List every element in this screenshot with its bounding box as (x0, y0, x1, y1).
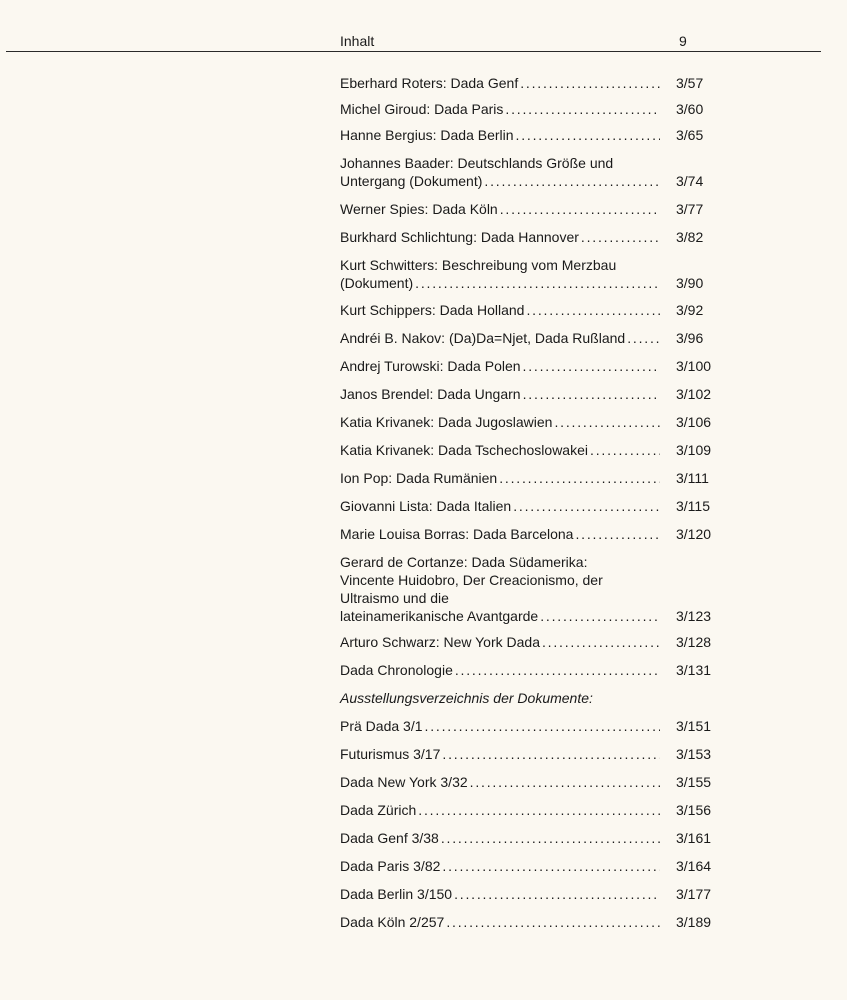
toc-entry (340, 256, 722, 292)
document-entry-title: Futurismus 3/17 ..... (340, 745, 660, 763)
toc-entry-page: 3/123 (676, 608, 712, 624)
toc-entry-page: 3/131 (676, 662, 712, 678)
document-entry-page: 3/155 (676, 774, 712, 790)
document-entry-title: Dada Berlin 3/150 ..... (340, 885, 660, 903)
toc-entry-page: 3/120 (676, 526, 712, 542)
toc-entry-title: Werner Spies: Dada Köln ..... (340, 200, 660, 218)
document-entry-title: Prä Dada 3/1 ..... (340, 717, 660, 735)
toc-entry (340, 74, 722, 92)
toc-entry-title: Eberhard Roters: Dada Genf ..... (340, 74, 660, 92)
toc-entry-page: 3/60 (676, 101, 704, 117)
toc-entry-page: 3/82 (676, 229, 704, 245)
document-entry (340, 773, 722, 791)
toc-entry-title: Arturo Schwarz: New York Dada ..... (340, 633, 660, 651)
document-entry (340, 801, 722, 819)
toc-entry-page: 3/77 (676, 201, 704, 217)
toc-entry (340, 126, 722, 144)
toc-entry-page: 3/102 (676, 386, 712, 402)
toc-entry-page: 3/106 (676, 414, 712, 430)
toc-entry-page: 3/74 (676, 173, 704, 189)
toc-entry-page: 3/111 (676, 470, 709, 486)
toc-entry-title: Ion Pop: Dada Rumänien ..... (340, 469, 660, 487)
document-entry-title: Dada Köln 2/257 ..... (340, 913, 660, 931)
toc-entry-page: 3/128 (676, 634, 712, 650)
document-entry-page: 3/156 (676, 802, 712, 818)
toc-entry (340, 228, 722, 246)
toc-entry-title: Giovanni Lista: Dada Italien ..... (340, 497, 660, 515)
document-entry (340, 829, 722, 847)
toc-entry-title: Michel Giroud: Dada Paris ..... (340, 100, 660, 118)
document-entry (340, 717, 722, 735)
document-entry (340, 857, 722, 875)
document-entry-title: Dada Paris 3/82 ..... (340, 857, 660, 875)
document-entry-page: 3/153 (676, 746, 712, 762)
toc-entry (340, 385, 722, 403)
toc-entry-title: Kurt Schippers: Dada Holland ..... (340, 301, 660, 319)
toc-entry (340, 329, 722, 347)
document-entry-page: 3/189 (676, 914, 712, 930)
toc-entry (340, 154, 722, 190)
running-head-title: Inhalt (340, 33, 375, 49)
toc-entry (340, 357, 722, 375)
toc-entry-title: Katia Krivanek: Dada Jugoslawien ..... (340, 413, 660, 431)
document-entry-page: 3/177 (676, 886, 712, 902)
toc-entry (340, 497, 722, 515)
toc-entry (340, 525, 722, 543)
toc-entry-title: Andréi B. Nakov: (Da)Da=Njet, Dada Rußland ..... (340, 329, 660, 347)
toc-entry (340, 469, 722, 487)
document-entry-title: Dada Zürich ..... (340, 801, 660, 819)
toc-entry (340, 200, 722, 218)
document-entry-page: 3/164 (676, 858, 712, 874)
toc-entry (340, 661, 722, 679)
toc-entry (340, 441, 722, 459)
document-entry-title: Dada Genf 3/38 ..... (340, 829, 660, 847)
toc-entry-page: 3/100 (676, 358, 712, 374)
toc-entry (340, 633, 722, 651)
toc-entry (340, 413, 722, 431)
toc-entry (340, 553, 722, 625)
toc-entry-title: Andrej Turowski: Dada Polen ..... (340, 357, 660, 375)
toc-entry-page: 3/115 (676, 498, 710, 514)
toc-entry-title: Hanne Bergius: Dada Berlin ..... (340, 126, 660, 144)
toc-entry-title: Johannes Baader: Deutschlands Größe und Untergang (Dokument) ..... (340, 154, 660, 190)
toc-entry-title: Dada Chronologie ..... (340, 661, 660, 679)
document-entry-page: 3/151 (676, 718, 712, 734)
document-entry (340, 913, 722, 931)
document-entry (340, 885, 722, 903)
toc-entry-page: 3/109 (676, 442, 712, 458)
toc-entry (340, 301, 722, 319)
table-of-contents (340, 0, 722, 1000)
toc-entry-title: Burkhard Schlichtung: Dada Hannover ..... (340, 228, 660, 246)
section-heading-documents: Ausstellungsverzeichnis der Dokumente: (340, 690, 593, 706)
document-entry (340, 745, 722, 763)
toc-entry-page: 3/57 (676, 75, 704, 91)
toc-entry-title: Janos Brendel: Dada Ungarn ..... (340, 385, 660, 403)
toc-entry (340, 100, 722, 118)
toc-entry-title: Gerard de Cortanze: Dada Südamerika: Vincente Huidobro, Der Creacionismo, der Ultraismo und die lateinamerikanische Avantgarde ..... (340, 553, 660, 625)
document-entry-page: 3/161 (676, 830, 712, 846)
toc-entry-title: Marie Louisa Borras: Dada Barcelona ..... (340, 525, 660, 543)
toc-entry-page: 3/65 (676, 127, 704, 143)
toc-entry-title: Katia Krivanek: Dada Tschechoslowakei ..... (340, 441, 660, 459)
toc-entry-page: 3/90 (676, 275, 704, 291)
toc-entry-page: 3/96 (676, 330, 704, 346)
page-number: 9 (679, 33, 687, 49)
toc-entry-page: 3/92 (676, 302, 704, 318)
toc-entry-title: Kurt Schwitters: Beschreibung vom Merzbau (Dokument) ..... (340, 256, 660, 292)
document-entry-title: Dada New York 3/32 ..... (340, 773, 660, 791)
